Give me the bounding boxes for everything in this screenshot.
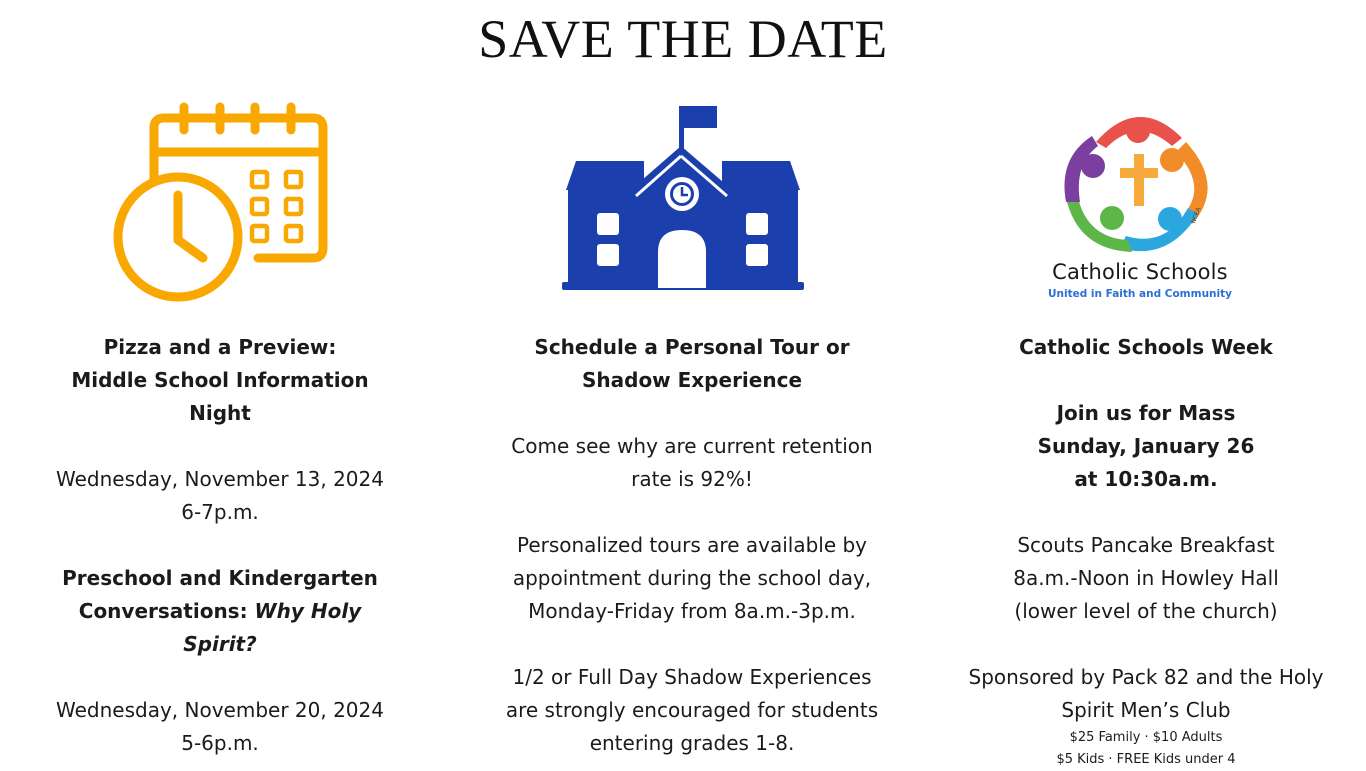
event-heading — [40, 595, 400, 661]
mass-info: Join us for Mass — [1056, 401, 1236, 425]
logo-name: Catholic Schools — [1052, 260, 1228, 284]
breakfast-info: 8a.m.-Noon in Howley Hall — [1013, 566, 1279, 590]
body-text: Personalized tours are available by — [516, 533, 868, 557]
event-heading: Preschool and Kindergarten — [62, 566, 378, 590]
event-time: 6-7p.m. — [181, 500, 259, 524]
page-title: SAVE THE DATE — [478, 9, 888, 69]
event-column-right — [955, 331, 1337, 771]
mass-info: at 10:30a.m. — [1074, 467, 1218, 491]
sponsor-info: Sponsored by Pack 82 and the Holy — [968, 665, 1324, 689]
event-heading: Catholic Schools Week — [1019, 335, 1273, 359]
event-heading: Pizza and a Preview: — [103, 335, 337, 359]
breakfast-info: Scouts Pancake Breakfast — [1017, 533, 1275, 557]
body-text: appointment during the school day, — [512, 566, 872, 590]
event-date: Wednesday, November 20, 2024 — [56, 698, 384, 722]
logo-tagline: United in Faith and Community — [1048, 288, 1232, 300]
event-time: 5-6p.m. — [181, 731, 259, 755]
body-text: Monday-Friday from 8a.m.-3p.m. — [528, 599, 856, 623]
event-date: Wednesday, November 13, 2024 — [56, 467, 384, 491]
mass-info: Sunday, January 26 — [1037, 434, 1255, 458]
calendar-clock-icon — [108, 100, 333, 310]
event-heading: Shadow Experience — [581, 368, 803, 392]
price-info: $5 Kids · FREE Kids under 4 — [1056, 752, 1236, 767]
logo-mark: NCEA — [1190, 206, 1203, 225]
sponsor-info: Spirit Men’s Club — [1061, 698, 1231, 722]
breakfast-info: (lower level of the church) — [1014, 599, 1278, 623]
event-heading-emphasis: Why Holy Spirit? — [183, 599, 362, 656]
body-text: are strongly encouraged for students — [505, 698, 879, 722]
event-heading: Schedule a Personal Tour or — [534, 335, 850, 359]
schoolhouse-icon — [562, 102, 804, 294]
event-heading: Middle School Information Night — [71, 368, 369, 425]
event-column-left — [40, 331, 400, 760]
event-column-middle — [492, 331, 892, 760]
body-text: entering grades 1-8. — [589, 731, 795, 755]
body-text: 1/2 or Full Day Shadow Experiences — [512, 665, 872, 689]
catholic-schools-logo — [1058, 102, 1224, 262]
price-info: $25 Family · $10 Adults — [1069, 730, 1223, 745]
event-heading-prefix: Conversations: — [78, 599, 255, 623]
body-text: Come see why are current retention — [511, 434, 873, 458]
body-text: rate is 92%! — [631, 467, 753, 491]
